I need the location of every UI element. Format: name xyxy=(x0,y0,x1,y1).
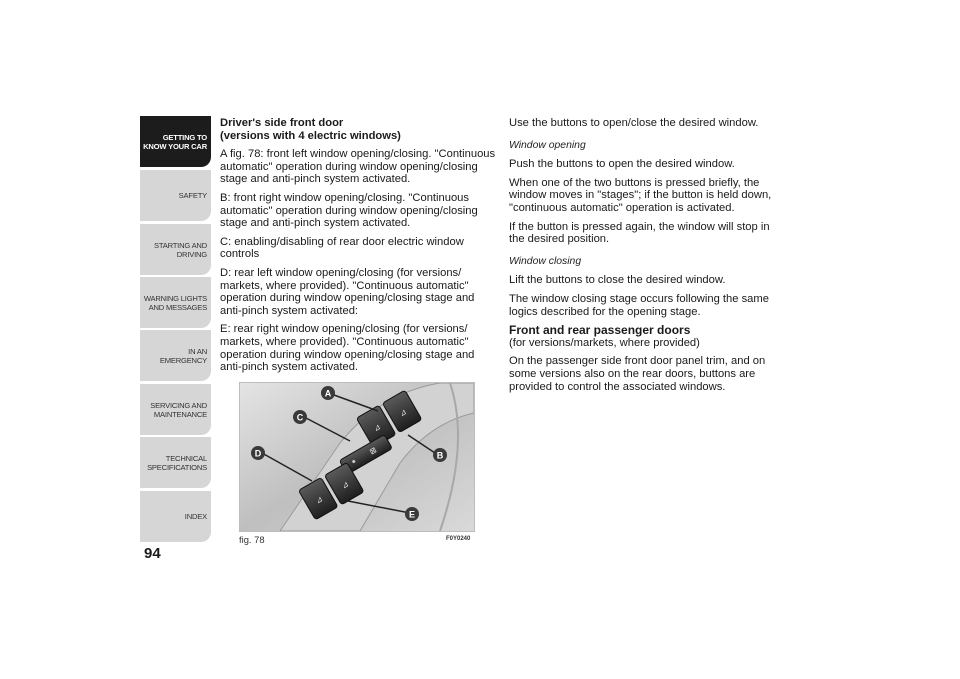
window-closing-title: Window closing xyxy=(509,255,582,267)
callout-c xyxy=(293,410,307,424)
window-icon: ⊿ xyxy=(339,479,351,491)
paragraph-d: D: rear left window opening/closing (for versions/ markets, where provided). "Continuous automatic" operation during window opening/closing stage and anti-pinch system activated: xyxy=(220,266,475,317)
window-opening-paragraph: If the button is pressed again, the window will stop in the desired position. xyxy=(509,220,770,246)
tab-label: INDEX xyxy=(184,512,207,521)
tab-technical-specifications[interactable] xyxy=(140,437,211,488)
paragraph-b: B: front right window opening/closing. "Continuous automatic" operation during window opening/closing stage and anti-pinch system activated. xyxy=(220,191,478,230)
window-opening-paragraph: Push the buttons to open the desired window. xyxy=(509,158,735,171)
callout-a xyxy=(321,386,335,400)
figure-caption: fig. 78 xyxy=(239,534,265,545)
tab-in-an-emergency[interactable] xyxy=(140,330,211,381)
callout-label: B xyxy=(436,450,444,461)
tab-getting-to-know-your-car[interactable] xyxy=(140,116,211,167)
paragraph-e: E: rear right window opening/closing (for versions/ markets, where provided). "Continuous automatic" operation during window opening/closing stage and anti-pinch system activated. xyxy=(220,323,475,374)
tab-label: STARTING AND DRIVING xyxy=(153,240,207,259)
section-heading: Driver's side front door xyxy=(220,117,344,129)
tab-label: SAFETY xyxy=(178,191,207,200)
callout-d xyxy=(251,446,265,460)
window-lock-icon: ⊠ xyxy=(367,445,379,457)
window-opening-paragraph: When one of the two buttons is pressed briefly, the window moves in "stages"; if the button is held down, "continuous automatic" operation is activated. xyxy=(509,176,772,214)
window-closing-paragraph: The window closing stage occurs following the same logics described for the opening stage. xyxy=(509,292,769,318)
tab-label: GETTING TO KNOW YOUR CAR xyxy=(143,132,207,151)
left-column xyxy=(220,117,496,380)
paragraph-a: A fig. 78: front left window opening/closing. "Continuous automatic" operation during window opening/closing stage and anti-pinch system activated. xyxy=(220,148,496,186)
intro-paragraph: Use the buttons to open/close the desired window. xyxy=(509,117,759,129)
window-closing-paragraph: Lift the buttons to close the desired window. xyxy=(509,274,726,287)
tab-servicing-and-maintenance[interactable] xyxy=(140,384,211,435)
passenger-doors-note: (for versions/markets, where provided) xyxy=(509,336,700,349)
tab-label: SERVICING AND MAINTENANCE xyxy=(150,400,207,419)
window-opening-title: Window opening xyxy=(509,139,586,151)
callout-b xyxy=(433,448,447,462)
tab-safety[interactable] xyxy=(140,170,211,221)
section-heading-subtitle: (versions with 4 electric windows) xyxy=(220,129,401,142)
page-number: 94 xyxy=(144,545,161,562)
tab-label: TECHNICAL SPECIFICATIONS xyxy=(147,453,207,472)
window-switch-figure xyxy=(239,382,475,532)
figure-code: F0Y0240 xyxy=(446,536,471,542)
window-icon: ⊿ xyxy=(371,422,383,434)
window-switch-illustration xyxy=(240,383,474,531)
right-column xyxy=(509,117,784,399)
tab-label: IN AN EMERGENCY xyxy=(159,346,207,365)
tab-label: WARNING LIGHTS AND MESSAGES xyxy=(143,293,207,312)
passenger-doors-paragraph: On the passenger side front door panel trim, and on some versions also on the rear doors, buttons are provided to control the associated windows. xyxy=(509,355,766,393)
callout-label: A xyxy=(324,388,332,399)
window-icon: ⊿ xyxy=(313,494,325,506)
passenger-doors-title: Front and rear passenger doors xyxy=(509,323,691,338)
tab-index[interactable] xyxy=(140,491,211,542)
callout-label: C xyxy=(296,412,304,423)
tab-warning-lights[interactable] xyxy=(140,277,211,328)
callout-label: E xyxy=(408,509,416,520)
window-icon: ⊿ xyxy=(397,407,409,419)
callout-label: D xyxy=(254,448,262,459)
chapter-tab-strip xyxy=(140,116,211,544)
paragraph-c: C: enabling/disabling of rear door electric window controls xyxy=(220,235,464,261)
callout-e xyxy=(405,507,419,521)
tab-starting-and-driving[interactable] xyxy=(140,224,211,275)
